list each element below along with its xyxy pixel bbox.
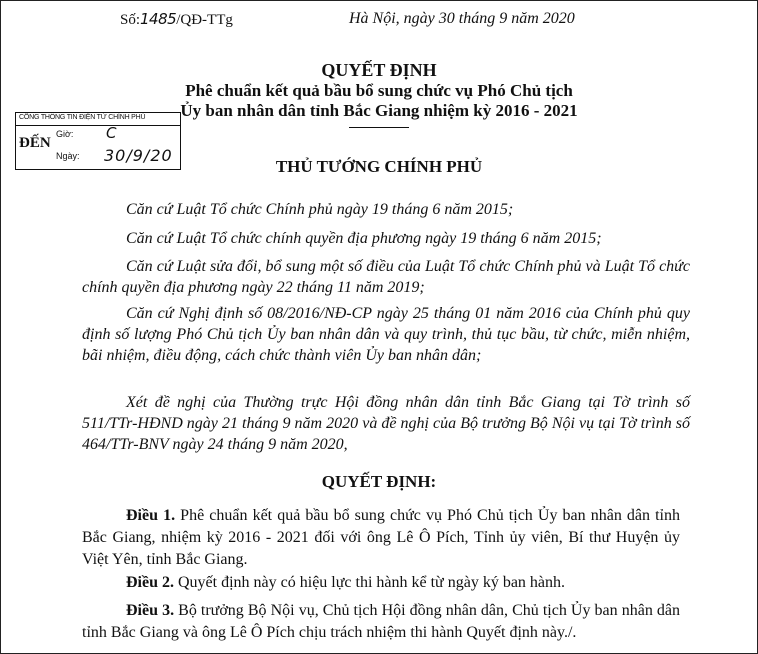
stamp-gio-value: C [106, 124, 117, 142]
handwritten-number: 1485 [140, 10, 177, 28]
issuing-authority: THỦ TƯỚNG CHÍNH PHỦ [275, 157, 483, 176]
document-number [120, 10, 233, 29]
title-line-2: Ủy ban nhân dân tỉnh Bắc Giang nhiệm kỳ 2016 - 2021 [180, 101, 578, 120]
stamp-den: ĐẾN [19, 135, 51, 151]
document-title: QUYẾT ĐỊNH [321, 60, 437, 80]
article-2 [82, 572, 680, 594]
title-line-1: Phê chuẩn kết quả bầu bổ sung chức vụ Phó Chủ tịch [185, 81, 573, 100]
article-3-text: Bộ trưởng Bộ Nội vụ, Chủ tịch Hội đồng nhân dân, Chủ tịch Ủy ban nhân dân tỉnh Bắc Giang và ông Lê Ô Pích chịu trách nhiệm thi hành Quyết định này./. [82, 602, 681, 641]
preamble-4: Căn cứ Nghị định số 08/2016/NĐ-CP ngày 25 tháng 01 năm 2016 của Chính phủ quy định số lượng Phó Chủ tịch Ủy ban nhân dân và quy trình, thủ tục bầu, từ chức, miễn nhiệm, bãi nhiệm, điều động, cách chức thành viên Ủy ban nhân dân; [82, 305, 690, 364]
article-1-label: Điều 1. [126, 507, 176, 524]
article-3-label: Điều 3. [126, 602, 175, 619]
stamp-ngay-label: Ngày: [56, 151, 80, 161]
stamp-gio-label: Giờ: [56, 129, 74, 139]
stamp-divider [16, 125, 180, 126]
preamble-5: Xét đề nghị của Thường trực Hội đồng nhân dân tỉnh Bắc Giang tại Tờ trình số 511/TTr-HĐND ngày 21 tháng 9 năm 2020 và đề nghị của Bộ trưởng Bộ Nội vụ tại Tờ trình số 464/TTr-BNV ngày 24 tháng 9 năm 2020, [82, 394, 690, 453]
article-1-text: Phê chuẩn kết quả bầu bổ sung chức vụ Phó Chủ tịch Ủy ban nhân dân tỉnh Bắc Giang, nhiệm kỳ 2016 - 2021 đối với ông Lê Ô Pích, Tỉnh ủy viên, Bí thư Huyện ủy Việt Yên, tỉnh Bắc Giang. [82, 507, 680, 568]
title-underline [349, 127, 409, 128]
preamble-1: Căn cứ Luật Tổ chức Chính phủ ngày 19 tháng 6 năm 2015; [126, 201, 514, 218]
article-2-label: Điều 2. [126, 574, 174, 591]
stamp-ngay-value: 30/9/20 [104, 146, 173, 165]
article-1 [82, 505, 680, 571]
article-3 [82, 600, 680, 644]
number-prefix: Số: [120, 12, 141, 28]
article-2-text: Quyết định này có hiệu lực thi hành kể từ ngày ký ban hành. [174, 574, 566, 591]
preamble-2: Căn cứ Luật Tổ chức chính quyền địa phương ngày 19 tháng 6 năm 2015; [126, 230, 602, 247]
number-suffix: /QĐ-TTg [176, 12, 233, 28]
place-date: Hà Nội, ngày 30 tháng 9 năm 2020 [349, 10, 575, 27]
decision-heading: QUYẾT ĐỊNH: [321, 472, 437, 491]
stamp-org: CỔNG THÔNG TIN ĐIỆN TỬ CHÍNH PHỦ [19, 114, 146, 121]
preamble-3: Căn cứ Luật sửa đổi, bổ sung một số điều của Luật Tổ chức Chính phủ và Luật Tổ chức chính quyền địa phương ngày 22 tháng 11 năm 2019; [82, 258, 690, 296]
